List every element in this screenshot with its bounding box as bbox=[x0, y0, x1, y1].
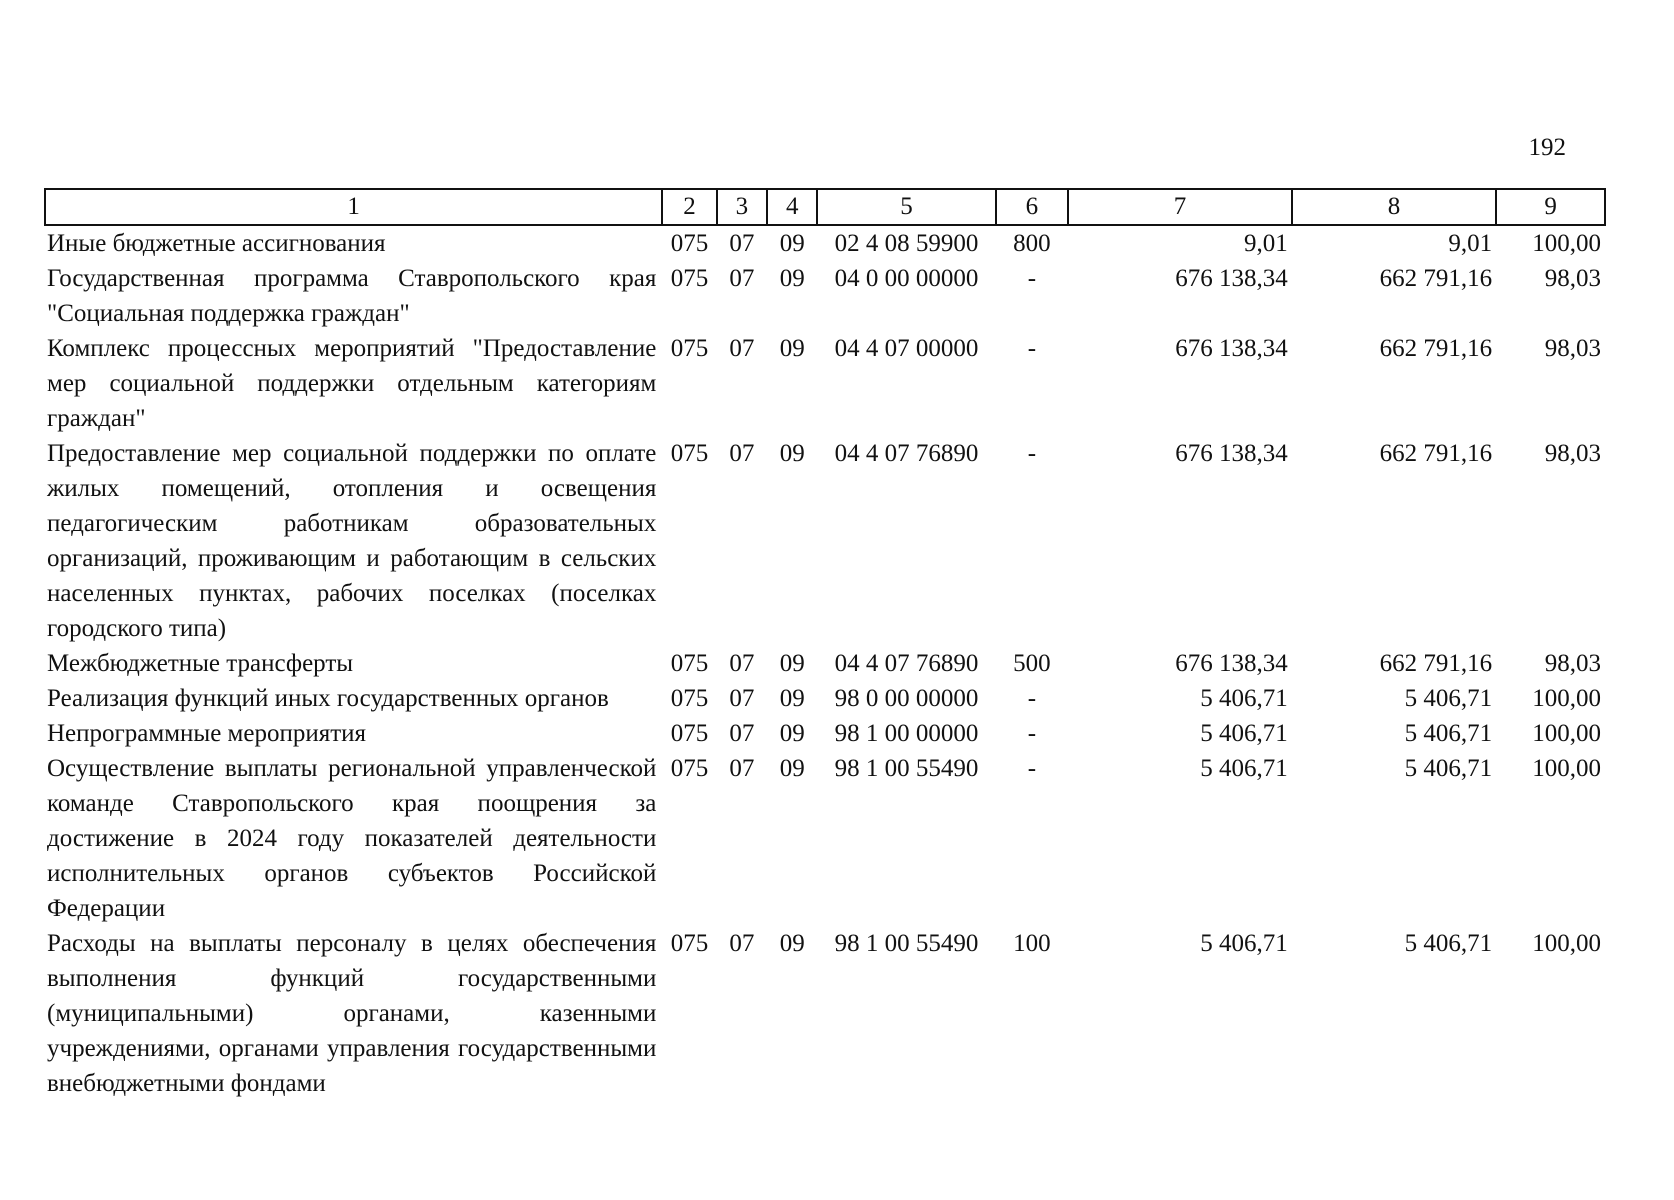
row-expense-type: - bbox=[1027, 335, 1037, 362]
row-expense-type: - bbox=[1027, 440, 1037, 467]
row-subsection-code: 09 bbox=[779, 720, 805, 747]
row-percent: 98,03 bbox=[1544, 265, 1601, 292]
row-subsection-code: 09 bbox=[779, 755, 805, 782]
row-actual-amount: 5 406,71 bbox=[1404, 720, 1493, 747]
row-name: Иные бюджетные ассигнования bbox=[47, 230, 386, 257]
row-subsection-code: 09 bbox=[779, 335, 805, 362]
row-expense-type: - bbox=[1027, 685, 1037, 712]
row-percent: 98,03 bbox=[1544, 335, 1601, 362]
row-expense-type: 100 bbox=[1013, 930, 1051, 957]
row-plan-amount: 5 406,71 bbox=[1200, 930, 1288, 957]
row-name: Межбюджетные трансферты bbox=[47, 650, 354, 677]
header-col-8: 8 bbox=[1292, 189, 1496, 225]
row-name: Непрограммные мероприятия bbox=[47, 720, 367, 747]
table-row bbox=[45, 331, 1605, 436]
row-actual-amount: 662 791,16 bbox=[1379, 265, 1493, 292]
row-actual-amount: 5 406,71 bbox=[1404, 685, 1493, 712]
table-row bbox=[45, 681, 1605, 716]
row-section-code: 07 bbox=[729, 230, 755, 257]
row-actual-amount: 9,01 bbox=[1448, 230, 1493, 257]
row-plan-amount: 5 406,71 bbox=[1200, 755, 1288, 782]
row-ministry-code: 075 bbox=[670, 930, 709, 957]
budget-table bbox=[44, 188, 1606, 1101]
table-row bbox=[45, 716, 1605, 751]
row-target-code: 98 1 00 55490 bbox=[834, 930, 979, 957]
row-plan-amount: 676 138,34 bbox=[1175, 440, 1288, 467]
row-plan-amount: 676 138,34 bbox=[1175, 335, 1288, 362]
row-percent: 98,03 bbox=[1544, 440, 1601, 467]
header-col-9: 9 bbox=[1496, 189, 1605, 225]
row-name: Предоставление мер социальной поддержки по оплате жилых помещений, отопления и освещения педагогическим работникам образовательных организаций, проживающим и работающим в сельских населенных пунктах, рабочих поселках (поселках городского типа) bbox=[47, 440, 657, 642]
row-section-code: 07 bbox=[729, 755, 755, 782]
row-target-code: 98 1 00 55490 bbox=[834, 755, 979, 782]
row-expense-type: 800 bbox=[1013, 230, 1051, 257]
row-expense-type: - bbox=[1027, 755, 1037, 782]
header-col-5: 5 bbox=[817, 189, 995, 225]
row-percent: 100,00 bbox=[1532, 930, 1601, 957]
row-name: Комплекс процессных мероприятий "Предоставление мер социальной поддержки отдельным категориям граждан" bbox=[47, 335, 657, 432]
row-section-code: 07 bbox=[729, 265, 755, 292]
row-percent: 100,00 bbox=[1532, 230, 1601, 257]
row-plan-amount: 5 406,71 bbox=[1200, 685, 1288, 712]
row-subsection-code: 09 bbox=[779, 650, 805, 677]
row-actual-amount: 5 406,71 bbox=[1404, 755, 1493, 782]
row-ministry-code: 075 bbox=[670, 230, 709, 257]
row-plan-amount: 9,01 bbox=[1243, 230, 1288, 257]
row-section-code: 07 bbox=[729, 335, 755, 362]
row-ministry-code: 075 bbox=[670, 720, 709, 747]
row-subsection-code: 09 bbox=[779, 440, 805, 467]
row-expense-type: - bbox=[1027, 720, 1037, 747]
row-expense-type: 500 bbox=[1013, 650, 1051, 677]
header-col-2: 2 bbox=[662, 189, 716, 225]
row-plan-amount: 676 138,34 bbox=[1175, 265, 1288, 292]
row-percent: 100,00 bbox=[1532, 720, 1601, 747]
row-ministry-code: 075 bbox=[670, 440, 709, 467]
row-section-code: 07 bbox=[729, 720, 755, 747]
header-col-6: 6 bbox=[996, 189, 1069, 225]
row-target-code: 04 4 07 76890 bbox=[834, 440, 979, 467]
row-target-code: 04 4 07 00000 bbox=[834, 335, 979, 362]
row-section-code: 07 bbox=[729, 440, 755, 467]
row-name: Расходы на выплаты персоналу в целях обеспечения выполнения функций государственными (муниципальными) органами, казенными учреждениями, органами управления государственными внебюджетными фондами bbox=[47, 930, 657, 1097]
header-col-1: 1 bbox=[45, 189, 662, 225]
row-percent: 100,00 bbox=[1532, 685, 1601, 712]
row-percent: 100,00 bbox=[1532, 755, 1601, 782]
row-ministry-code: 075 bbox=[670, 265, 709, 292]
table-row bbox=[45, 225, 1605, 261]
row-plan-amount: 5 406,71 bbox=[1200, 720, 1288, 747]
row-name: Осуществление выплаты региональной управленческой команде Ставропольского края поощрения за достижение в 2024 году показателей деятельности исполнительных органов субъектов Российской Федерации bbox=[47, 755, 657, 922]
row-target-code: 04 4 07 76890 bbox=[834, 650, 979, 677]
row-expense-type: - bbox=[1027, 265, 1037, 292]
header-col-7: 7 bbox=[1068, 189, 1292, 225]
row-target-code: 98 0 00 00000 bbox=[834, 685, 979, 712]
row-actual-amount: 662 791,16 bbox=[1379, 650, 1493, 677]
row-actual-amount: 662 791,16 bbox=[1379, 440, 1493, 467]
row-subsection-code: 09 bbox=[779, 230, 805, 257]
row-ministry-code: 075 bbox=[670, 755, 709, 782]
row-actual-amount: 5 406,71 bbox=[1404, 930, 1493, 957]
row-section-code: 07 bbox=[729, 650, 755, 677]
row-subsection-code: 09 bbox=[779, 265, 805, 292]
table-row bbox=[45, 646, 1605, 681]
table-header-row bbox=[45, 189, 1605, 225]
row-target-code: 04 0 00 00000 bbox=[834, 265, 979, 292]
header-col-4: 4 bbox=[767, 189, 817, 225]
row-ministry-code: 075 bbox=[670, 335, 709, 362]
row-section-code: 07 bbox=[729, 930, 755, 957]
row-ministry-code: 075 bbox=[670, 685, 709, 712]
row-target-code: 98 1 00 00000 bbox=[834, 720, 979, 747]
row-target-code: 02 4 08 59900 bbox=[834, 230, 979, 257]
table-row bbox=[45, 926, 1605, 1101]
page-number: 192 bbox=[1528, 134, 1566, 161]
row-name: Реализация функций иных государственных органов bbox=[47, 685, 609, 712]
row-section-code: 07 bbox=[729, 685, 755, 712]
table-row bbox=[45, 436, 1605, 646]
row-percent: 98,03 bbox=[1544, 650, 1601, 677]
header-col-3: 3 bbox=[717, 189, 767, 225]
row-subsection-code: 09 bbox=[779, 930, 805, 957]
table-row bbox=[45, 261, 1605, 331]
row-name: Государственная программа Ставропольского края "Социальная поддержка граждан" bbox=[47, 265, 657, 327]
row-plan-amount: 676 138,34 bbox=[1175, 650, 1288, 677]
table-row bbox=[45, 751, 1605, 926]
row-ministry-code: 075 bbox=[670, 650, 709, 677]
row-actual-amount: 662 791,16 bbox=[1379, 335, 1493, 362]
row-subsection-code: 09 bbox=[779, 685, 805, 712]
